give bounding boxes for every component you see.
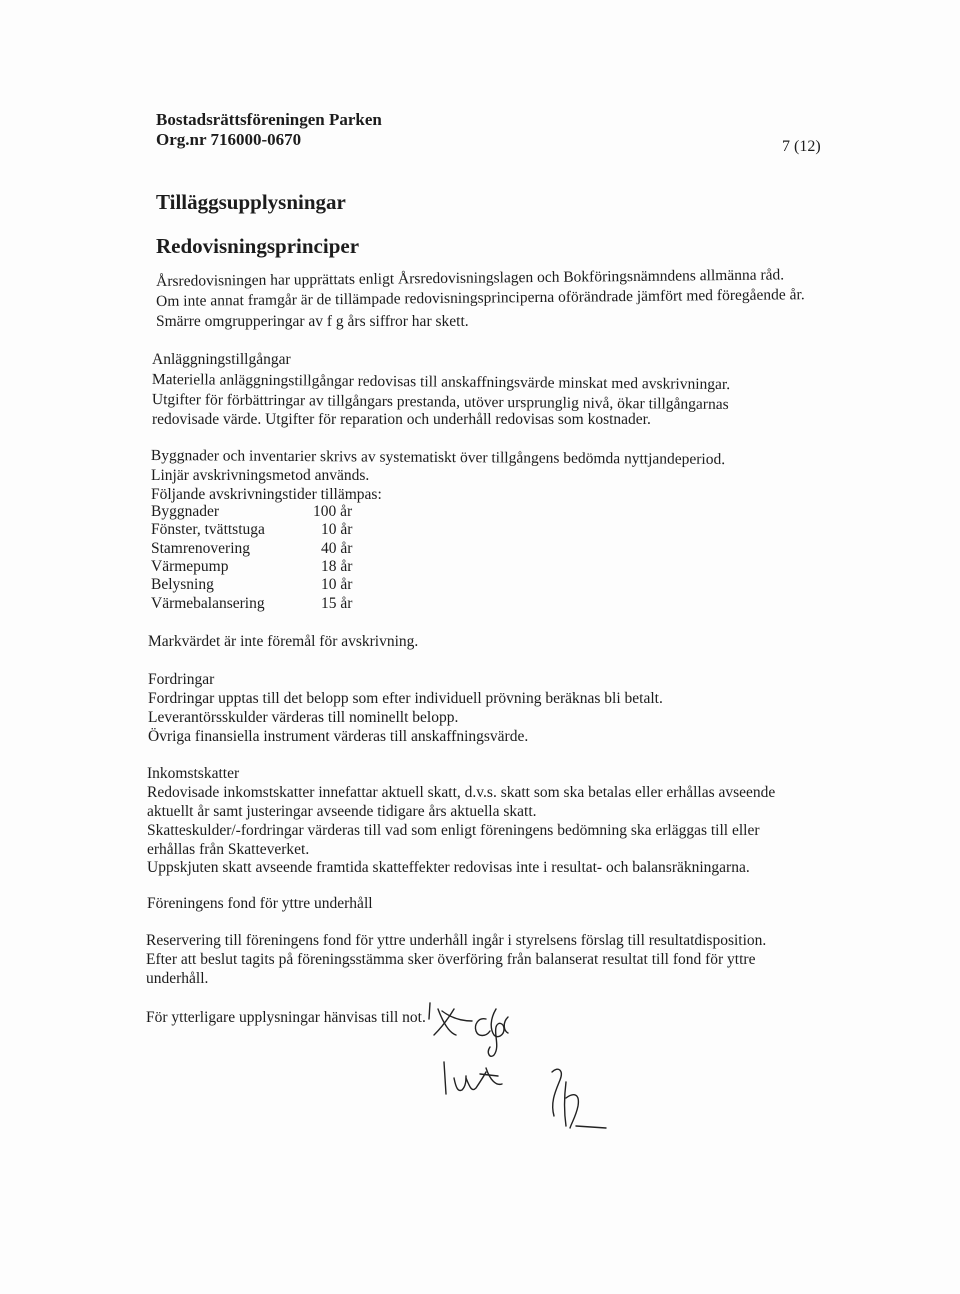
depreciation-label: Belysning — [151, 576, 214, 593]
skatt-heading: Inkomstskatter — [147, 765, 240, 782]
anlaggning-line-3: redovisade värde. Utgifter för reparation och underhåll redovisas som kostnader. — [152, 411, 651, 428]
byggnader-line-1: Byggnader och inventarier skrivs av systematiskt över tillgångens bedömda nyttjandeperiod. — [150, 446, 726, 469]
depreciation-value: 15 år — [321, 595, 353, 612]
anlaggning-line-1: Materiella anläggningstillgångar redovisas till anskaffningsvärde minskat med avskrivningar. — [151, 370, 731, 394]
skatt-line-5: Uppskjuten skatt avseende framtida skatteffekter redovisas inte i resultat- och balansräkningarna. — [147, 859, 750, 876]
depreciation-value: 100 år — [313, 503, 353, 520]
intro-line-2: Om inte annat framgår är de tillämpade redovisningsprinciperna oförändrade jämfört med föregående år. — [156, 286, 805, 310]
fordringar-line-3: Övriga finansiella instrument värderas till anskaffningsvärde. — [148, 728, 529, 745]
signature-mark-icon — [540, 1062, 620, 1142]
fond-heading: Föreningens fond för yttre underhåll — [147, 895, 373, 912]
skatt-line-1: Redovisade inkomstskatter innefattar aktuell skatt, d.v.s. skatt som ska betalas eller erhållas avseende — [147, 784, 776, 801]
skatt-line-4: erhållas från Skatteverket. — [147, 841, 310, 858]
intro-line-3: Smärre omgrupperingar av f g års siffror har skett. — [156, 313, 469, 330]
fond-line-2: Efter att beslut tagits på föreningsstämma sker överföring från balanserat resultat till fond för yttre — [146, 951, 756, 968]
org-number: Org.nr 716000-0670 — [156, 130, 302, 149]
anlaggning-heading: Anläggningstillgångar — [152, 351, 291, 368]
fordringar-heading: Fordringar — [148, 671, 215, 688]
page-title: Tilläggsupplysningar — [156, 190, 346, 214]
org-name: Bostadsrättsföreningen Parken — [156, 110, 382, 129]
footer-note: För ytterligare upplysningar hänvisas till not. — [146, 1009, 426, 1026]
depreciation-value: 10 år — [321, 576, 353, 593]
fordringar-line-2: Leverantörsskulder värderas till nominellt belopp. — [148, 709, 459, 726]
skatt-line-2: aktuellt år samt justeringar avseende tidigare års aktuella skatt. — [147, 803, 537, 820]
depreciation-label: Fönster, tvättstuga — [151, 521, 265, 538]
signature-initials-icon — [440, 1058, 520, 1108]
fordringar-line-1: Fordringar upptas till det belopp som efter individuell prövning beräknas bli betalt. — [148, 690, 663, 707]
fond-line-3: underhåll. — [146, 970, 209, 987]
depreciation-value: 40 år — [321, 540, 353, 557]
fond-line-1: Reservering till föreningens fond för yttre underhåll ingår i styrelsens förslag till resultatdisposition. — [146, 932, 767, 949]
byggnader-line-3: Följande avskrivningstider tillämpas: — [151, 486, 382, 503]
depreciation-label: Stamrenovering — [151, 540, 251, 557]
depreciation-label: Värmepump — [151, 558, 229, 575]
depreciation-label: Byggnader — [151, 503, 220, 520]
depreciation-value: 10 år — [321, 521, 353, 538]
anlaggning-line-2: Utgifter för förbättringar av tillgångars prestanda, utöver ursprunglig nivå, ökar tillgångarnas — [151, 390, 729, 414]
intro-line-1: Årsredovisningen har upprättats enligt Årsredovisningslagen och Bokföringsnämndens allmänna råd. — [156, 266, 785, 290]
signature-scribble-icon — [420, 995, 640, 1125]
section-title: Redovisningsprinciper — [156, 234, 360, 258]
depreciation-value: 18 år — [321, 558, 353, 575]
depreciation-label: Värmebalansering — [151, 595, 265, 612]
mark-note: Markvärdet är inte föremål för avskrivning. — [148, 633, 419, 650]
page-number: 7 (12) — [782, 138, 821, 155]
skatt-line-3: Skatteskulder/-fordringar värderas till vad som enligt föreningens bedömning ska erläggas till eller — [147, 822, 760, 839]
byggnader-line-2: Linjär avskrivningsmetod används. — [151, 467, 370, 484]
